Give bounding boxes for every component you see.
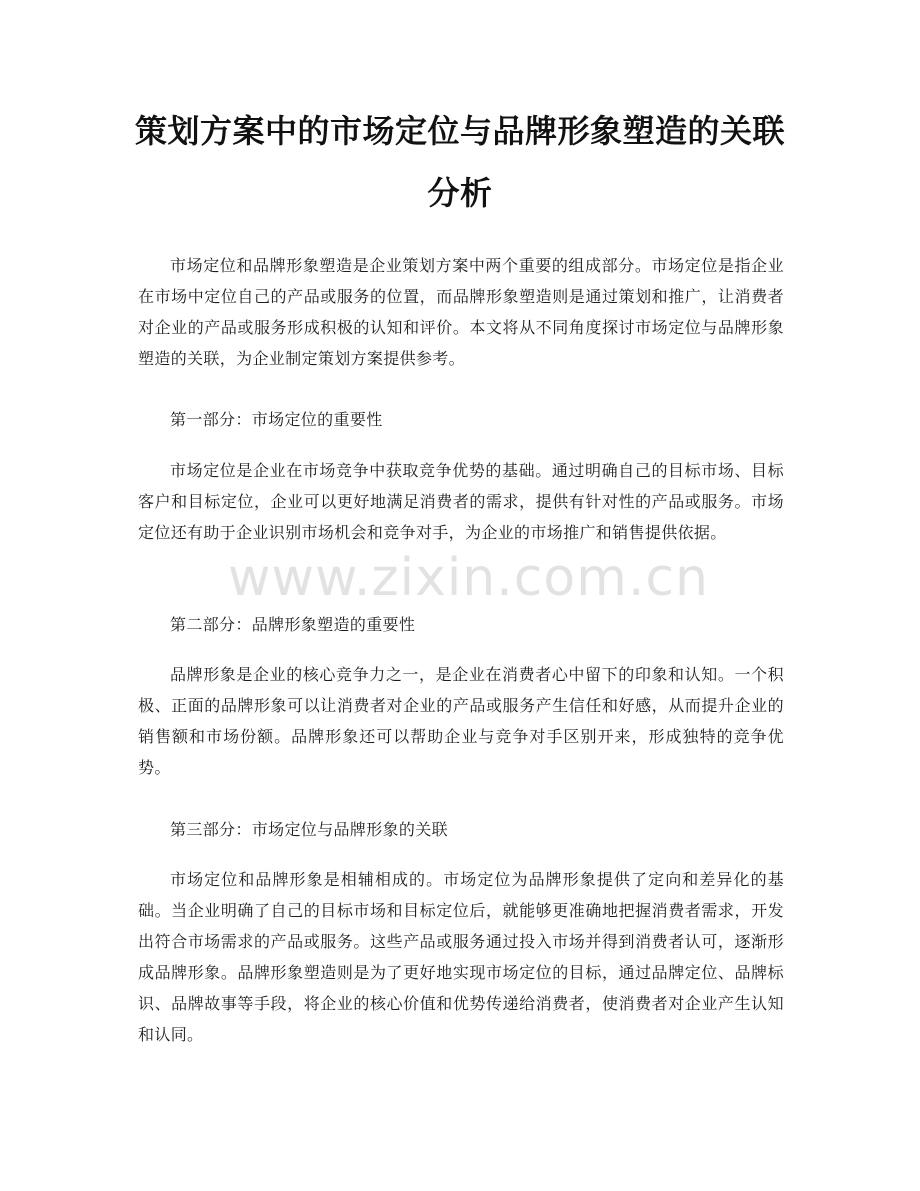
intro-paragraph: 市场定位和品牌形象塑造是企业策划方案中两个重要的组成部分。市场定位是指企业在市场中定位自己的产品或服务的位置，而品牌形象塑造则是通过策划和推广，让消费者对企业的产品或服务形成积极的认知和评价。本文将从不同角度探讨市场定位与品牌形象塑造的关联，为企业制定策划方案提供参考。 [138, 256, 784, 368]
watermark: www.zixin.com.cn [228, 548, 709, 608]
section-heading-3: 第三部分：市场定位与品牌形象的关联 [170, 820, 448, 839]
section-heading-1: 第一部分：市场定位的重要性 [170, 410, 383, 429]
document-title: 策划方案中的市场定位与品牌形象塑造的关联分析 [134, 112, 785, 212]
section-heading-2: 第二部分：品牌形象塑造的重要性 [170, 615, 416, 634]
section-body-3: 市场定位和品牌形象是相辅相成的。市场定位为品牌形象提供了定向和差异化的基础。当企业明确了自己的目标市场和目标定位后，就能够更准确地把握消费者需求，开发出符合市场需求的产品或服务。这些产品或服务通过投入市场并得到消费者认可，逐渐形成品牌形象。品牌形象塑造则是为了更好地实现市场定位的目标，通过品牌定位、品牌标识、品牌故事等手段，将企业的核心价值和优势传递给消费者，使消费者对企业产生认知和认同。 [138, 870, 784, 1044]
section-body-2: 品牌形象是企业的核心竞争力之一，是企业在消费者心中留下的印象和认知。一个积极、正面的品牌形象可以让消费者对企业的产品或服务产生信任和好感，从而提升企业的销售额和市场份额。品牌形象还可以帮助企业与竞争对手区别开来，形成独特的竞争优势。 [138, 665, 784, 777]
section-body-1: 市场定位是企业在市场竞争中获取竞争优势的基础。通过明确自己的目标市场、目标客户和目标定位，企业可以更好地满足消费者的需求，提供有针对性的产品或服务。市场定位还有助于企业识别市场机会和竞争对手，为企业的市场推广和销售提供依据。 [138, 461, 784, 542]
